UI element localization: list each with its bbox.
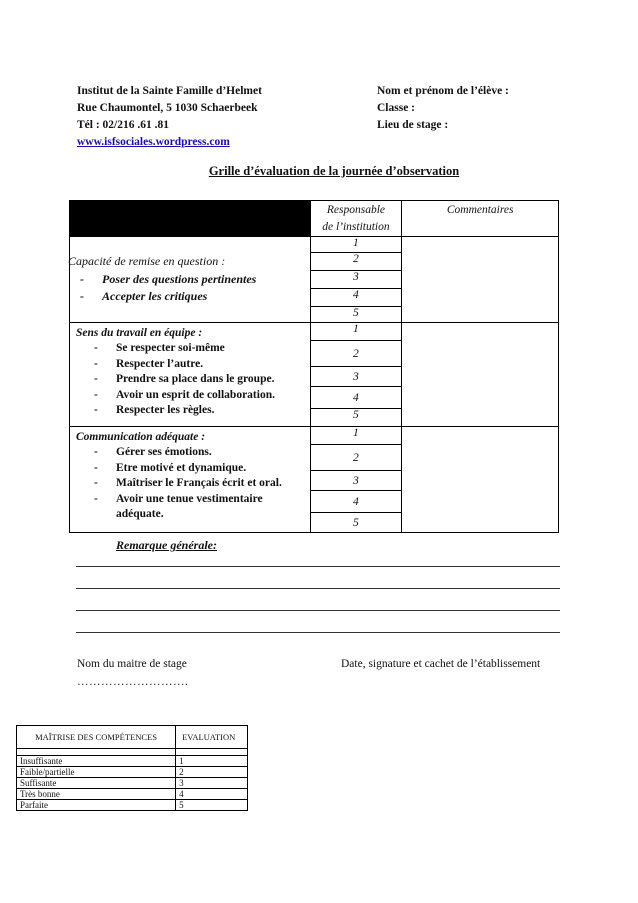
score-cell[interactable]: 1 bbox=[310, 427, 402, 445]
header-commentaires: Commentaires bbox=[402, 201, 559, 237]
class-label: Classe : bbox=[377, 102, 416, 114]
criterion-title: Communication adéquate : bbox=[76, 431, 206, 443]
signature-label: Date, signature et cachet de l’établissement bbox=[341, 658, 541, 670]
remark-line[interactable] bbox=[76, 632, 560, 633]
criterion-title: Sens du travail en équipe : bbox=[76, 327, 203, 339]
page-title: Grille d’évaluation de la journée d’observation bbox=[208, 164, 460, 178]
remark-line[interactable] bbox=[76, 566, 560, 567]
criterion-item: - Poser des questions pertinentes bbox=[80, 271, 304, 288]
score-cell[interactable]: 2 bbox=[310, 445, 402, 471]
score-cell[interactable]: 3 bbox=[310, 471, 402, 491]
school-name: Institut de la Sainte Famille d’Helmet bbox=[77, 85, 262, 97]
score-cell[interactable]: 2 bbox=[310, 253, 402, 271]
remark-line[interactable] bbox=[76, 588, 560, 589]
remark-label: Remarque générale: bbox=[116, 538, 217, 552]
header-responsable: Responsable de l’institution bbox=[310, 201, 402, 237]
score-cell[interactable]: 3 bbox=[310, 271, 402, 289]
criterion-remise-en-question bbox=[70, 237, 311, 323]
legend-score: 3 bbox=[176, 778, 248, 789]
score-cell[interactable]: 3 bbox=[310, 367, 402, 387]
legend-header-competence: MAÎTRISE DES COMPÉTENCES bbox=[17, 726, 176, 749]
criterion-item: - Prendre sa place dans le groupe. bbox=[94, 372, 304, 388]
score-cell[interactable]: 1 bbox=[310, 237, 402, 253]
score-cell[interactable]: 4 bbox=[310, 387, 402, 409]
criterion-item: - Accepter les critiques bbox=[80, 288, 304, 305]
criterion-title: Capacité de remise en question : bbox=[68, 254, 226, 268]
comment-cell[interactable] bbox=[402, 237, 559, 323]
legend-score: 2 bbox=[176, 767, 248, 778]
criterion-item: - Respecter l’autre. bbox=[94, 357, 304, 373]
header-blank-cell bbox=[70, 201, 311, 237]
criterion-item: - Respecter les règles. bbox=[94, 403, 304, 419]
score-cell[interactable]: 1 bbox=[310, 323, 402, 341]
criterion-item: - Etre motivé et dynamique. bbox=[94, 461, 304, 477]
remark-line[interactable] bbox=[76, 610, 560, 611]
legend-level: Insuffisante bbox=[17, 756, 176, 767]
internship-place-label: Lieu de stage : bbox=[377, 119, 449, 131]
score-cell[interactable]: 5 bbox=[310, 513, 402, 533]
school-phone: Tél : 02/216 .61 .81 bbox=[77, 119, 169, 131]
competence-legend-table bbox=[16, 725, 248, 811]
school-info bbox=[77, 83, 262, 151]
student-info bbox=[377, 83, 509, 134]
criterion-communication bbox=[70, 427, 311, 533]
score-cell[interactable]: 5 bbox=[310, 409, 402, 427]
supervisor-name-dots[interactable]: ………………………. bbox=[77, 676, 189, 688]
criterion-item: - Avoir une tenue vestimentaire adéquate. bbox=[94, 492, 304, 523]
score-cell[interactable]: 5 bbox=[310, 307, 402, 323]
score-cell[interactable]: 2 bbox=[310, 341, 402, 367]
school-address: Rue Chaumontel, 5 1030 Schaerbeek bbox=[77, 102, 258, 114]
legend-level: Parfaite bbox=[17, 800, 176, 811]
legend-score: 1 bbox=[176, 756, 248, 767]
legend-score: 4 bbox=[176, 789, 248, 800]
criterion-item: - Maîtriser le Français écrit et oral. bbox=[94, 476, 304, 492]
school-website-link[interactable]: www.isfsociales.wordpress.com bbox=[77, 136, 230, 148]
criterion-item: - Se respecter soi-même bbox=[94, 341, 304, 357]
comment-cell[interactable] bbox=[402, 323, 559, 427]
evaluation-grid bbox=[69, 200, 559, 533]
legend-level: Très bonne bbox=[17, 789, 176, 800]
supervisor-name-label: Nom du maitre de stage bbox=[77, 658, 187, 670]
legend-level: Faible/partielle bbox=[17, 767, 176, 778]
criterion-item: - Gérer ses émotions. bbox=[94, 445, 304, 461]
criterion-travail-equipe bbox=[70, 323, 311, 427]
comment-cell[interactable] bbox=[402, 427, 559, 533]
legend-header-evaluation: EVALUATION bbox=[176, 726, 248, 749]
student-name-label: Nom et prénom de l’élève : bbox=[377, 85, 509, 97]
score-cell[interactable]: 4 bbox=[310, 289, 402, 307]
legend-score: 5 bbox=[176, 800, 248, 811]
legend-level: Suffisante bbox=[17, 778, 176, 789]
criterion-item: - Avoir un esprit de collaboration. bbox=[94, 388, 304, 404]
score-cell[interactable]: 4 bbox=[310, 491, 402, 513]
